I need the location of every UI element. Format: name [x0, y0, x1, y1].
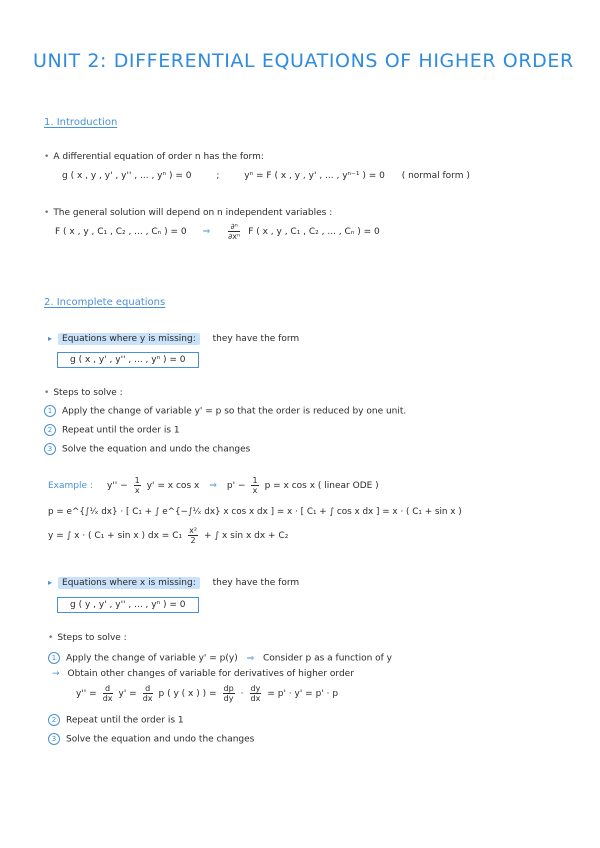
step-a-2 [44, 424, 180, 436]
ex-sub-right: p = x cos x ( linear ODE ) [264, 480, 379, 491]
intro-text-2: The general solution will depend on n independent variables : [53, 208, 333, 218]
step-a-2-text: Repeat until the order is 1 [62, 425, 180, 436]
step-b-3 [48, 733, 254, 745]
ex-integral-right: + ∫ x sin x dx + C₂ [204, 530, 289, 541]
case-y-missing-tail: they have the form [212, 334, 300, 344]
ex-integral-left: y = ∫ x · ( C₁ + sin x ) dx = C₁ [48, 530, 183, 541]
example-line-1 [48, 476, 379, 495]
bullet: • [44, 388, 50, 398]
eq-normal-note: ( normal form ) [401, 171, 470, 181]
eq-separator: ; [216, 171, 220, 181]
step-b-1-tail: Consider p as a function of y [263, 653, 393, 664]
step-a-1 [44, 405, 406, 417]
chain-c: p ( y ( x ) ) = [158, 688, 217, 699]
chain-b: y' = [118, 688, 137, 699]
chain-rule-equation [76, 684, 338, 703]
step-b-sub [52, 669, 354, 679]
steps-title-a-text: Steps to solve : [53, 388, 123, 398]
chain-frac-3: $\frac{dp}{dy}$ [223, 684, 234, 703]
partial-fraction: $\frac{\text{∂ⁿ}}{\text{∂xⁿ}}$ [228, 222, 241, 241]
step-a-3 [44, 443, 250, 455]
chain-dot: · [240, 688, 244, 699]
step-b-1 [48, 652, 392, 664]
eq-normal-form: yⁿ = F ( x , y , y' , ... , yⁿ⁻¹ ) = 0 [244, 171, 385, 181]
intro-line-2 [44, 208, 332, 218]
step-number-icon: 1 [44, 405, 56, 417]
step-number-icon: 2 [48, 714, 60, 726]
example-line-3 [48, 526, 288, 545]
case-y-missing-label: Equations where y is missing: [58, 333, 200, 345]
chain-frac-4: $\frac{dy}{dx}$ [250, 684, 261, 703]
ex-fraction-2: $\frac{1}{x}$ [252, 476, 258, 495]
bullet: • [44, 152, 50, 162]
step-b-2-text: Repeat until the order is 1 [66, 715, 184, 726]
ex-eq-left: y'' − [106, 480, 128, 491]
chain-frac-1: $\frac{d}{dx}$ [102, 684, 113, 703]
ex-sub-left: p' − [226, 480, 246, 491]
eq-derivative: F ( x , y , C₁ , C₂ , ... , Cₙ ) = 0 [248, 226, 380, 237]
intro-equation-1 [62, 171, 470, 181]
case-x-missing-label: Equations where x is missing: [58, 577, 200, 589]
implies-arrow: ⇒ [246, 653, 255, 664]
step-b-1-text: Apply the change of variable y' = p(y) [66, 653, 238, 664]
eq-general-form: g ( x , y , y' , y'' , ... , yⁿ ) = 0 [62, 171, 192, 181]
step-b-3-text: Solve the equation and undo the changes [66, 734, 255, 745]
step-number-icon: 3 [44, 443, 56, 455]
step-a-3-text: Solve the equation and undo the changes [62, 444, 251, 455]
ex-fraction-1: $\frac{1}{x}$ [134, 476, 140, 495]
step-number-icon: 1 [48, 652, 60, 664]
step-b-2 [48, 714, 184, 726]
steps-title-a [44, 388, 123, 398]
section-heading-incomplete: 2. Incomplete equations [44, 297, 166, 308]
chain-d: = p' · y' = p' · p [267, 688, 339, 699]
bullet: • [44, 208, 50, 218]
eq-general-solution: F ( x , y , C₁ , C₂ , ... , Cₙ ) = 0 [55, 226, 187, 237]
case-x-missing-tail: they have the form [212, 578, 300, 588]
page-title: UNIT 2: DIFFERENTIAL EQUATIONS OF HIGHER ORDER [33, 50, 574, 72]
case-x-missing-boxed-eq: g ( y , y' , y'' , ... , yⁿ ) = 0 [57, 597, 199, 613]
right-arrow-icon: → [52, 669, 60, 679]
step-a-1-text: Apply the change of variable y' = p so that the order is reduced by one unit. [62, 406, 407, 417]
case-y-missing-header [48, 334, 299, 344]
intro-equation-2 [55, 222, 380, 241]
steps-title-b [48, 633, 127, 643]
chain-a: y'' = [76, 688, 97, 699]
chain-frac-2: $\frac{d}{dx}$ [142, 684, 153, 703]
implies-arrow: ⇒ [202, 226, 211, 237]
ex-fraction-3: $\frac{\text{x²}}{2}$ [189, 526, 198, 545]
ex-eq-right: y' = x cos x [146, 480, 200, 491]
example-line-2: p = e^{∫¹⁄ₓ dx} · [ C₁ + ∫ e^{−∫¹⁄ₓ dx} x cos x dx ] = x · [ C₁ + ∫ cos x dx ] = x · ( C₁ + sin x ) [48, 507, 462, 517]
steps-title-b-text: Steps to solve : [57, 633, 127, 643]
intro-text-1: A differential equation of order n has the form: [53, 152, 264, 162]
triangle-bullet-icon: ▸ [48, 578, 53, 587]
case-x-missing-header [48, 578, 299, 588]
step-b-sub-text: Obtain other changes of variable for derivatives of higher order [67, 669, 354, 679]
section-heading-introduction: 1. Introduction [44, 117, 118, 128]
triangle-bullet-icon: ▸ [48, 334, 53, 343]
case-y-missing-boxed-eq: g ( x , y' , y'' , ... , yⁿ ) = 0 [57, 352, 199, 368]
bullet: • [48, 633, 54, 643]
example-label: Example : [48, 480, 93, 491]
implies-arrow: ⇒ [209, 480, 217, 491]
step-number-icon: 2 [44, 424, 56, 436]
step-number-icon: 3 [48, 733, 60, 745]
intro-line-1 [44, 152, 264, 162]
